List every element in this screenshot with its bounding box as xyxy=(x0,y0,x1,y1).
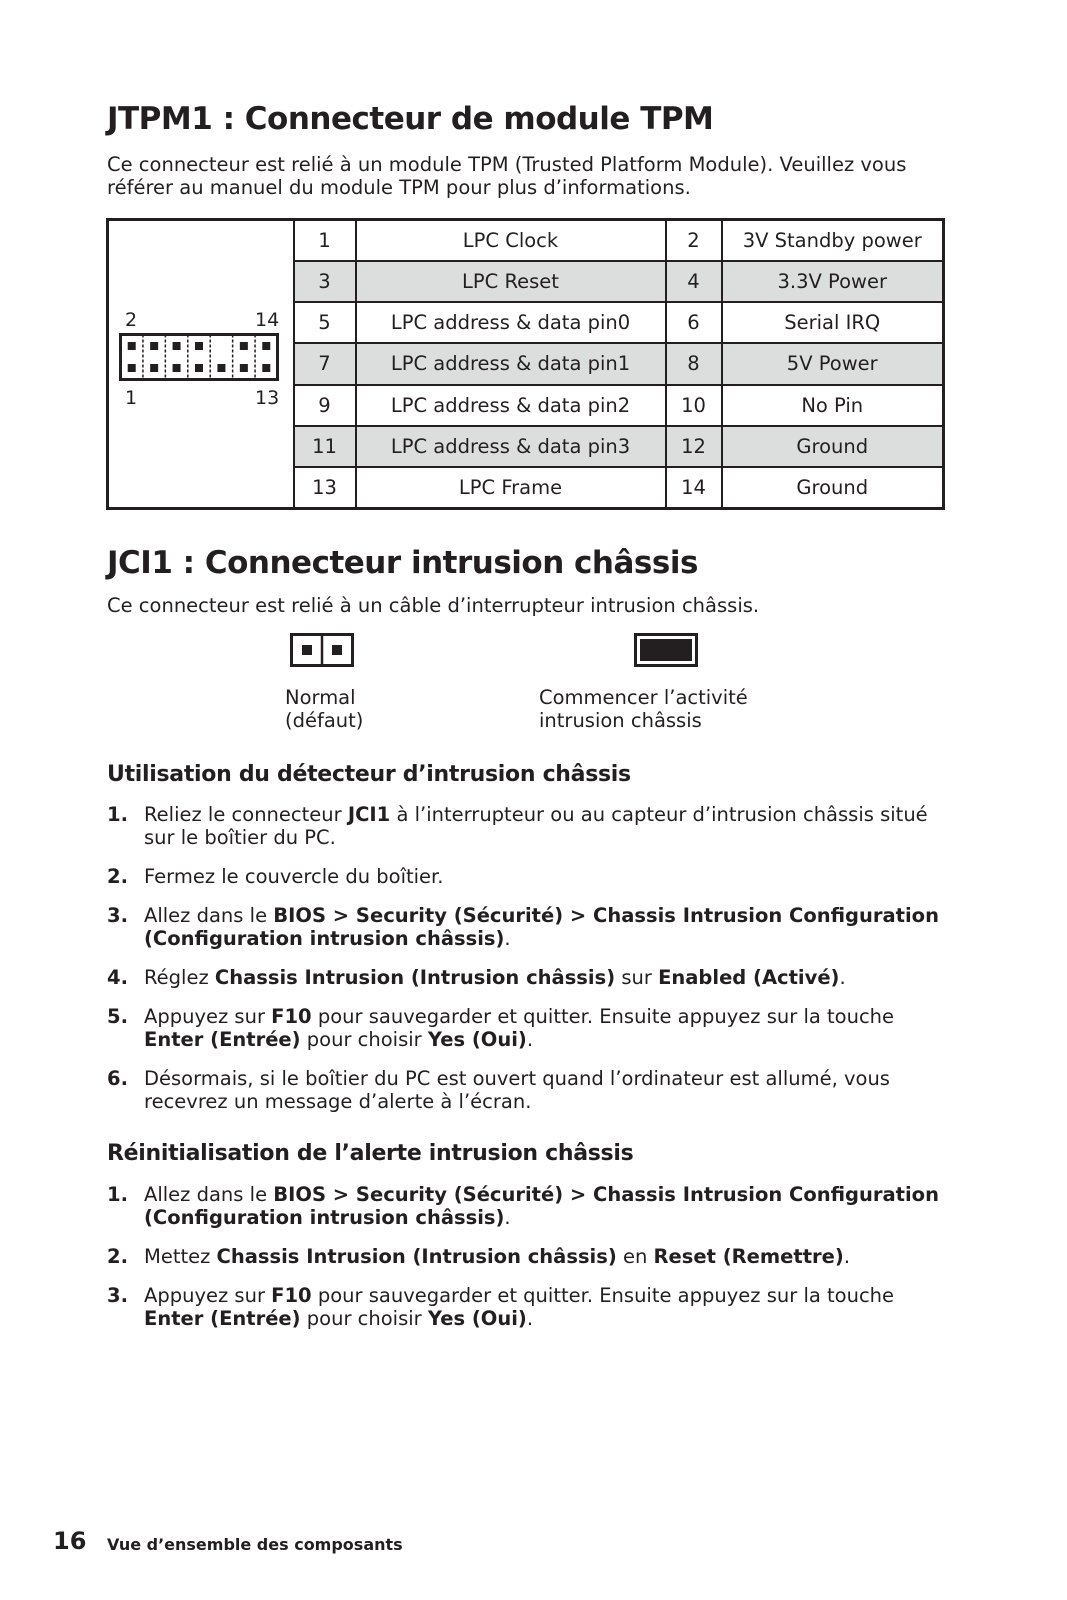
step-number: 6. xyxy=(107,1067,128,1090)
tpm-intro: Ce connecteur est relié à un module TPM (Trusted Platform Module). Veuillez vous référer au manuel du module TPM pour plus d’informations. xyxy=(107,153,907,199)
step-emphasis: Yes (Oui) xyxy=(427,1307,527,1330)
tpm-pin-number: 11 xyxy=(294,426,356,467)
tpm-pin-number: 3 xyxy=(294,261,356,302)
tpm-pin-number: 12 xyxy=(666,426,722,467)
step-item xyxy=(107,1183,947,1229)
tpm-pin-number: 6 xyxy=(666,302,722,343)
pin-dot xyxy=(262,364,270,372)
step-text: Désormais, si le boîtier du PC est ouvert quand l’ordinateur est allumé, vous recevrez un message d’alerte à l’écran. xyxy=(144,1067,890,1113)
pin-dot xyxy=(150,342,158,350)
pin-dot xyxy=(173,364,181,372)
tpm-signal-name: 5V Power xyxy=(722,343,944,384)
tpm-pin-number: 2 xyxy=(666,220,722,261)
step-item xyxy=(107,1005,947,1051)
tpm-pin-number: 14 xyxy=(666,467,722,508)
tpm-pin-number: 7 xyxy=(294,343,356,384)
pin-dot xyxy=(128,342,136,350)
tpm-pin-number: 4 xyxy=(666,261,722,302)
step-number: 3. xyxy=(107,1284,128,1307)
step-emphasis: Chassis Intrusion (Intrusion châssis) xyxy=(214,966,616,989)
step-emphasis: Enter (Entrée) xyxy=(144,1028,301,1051)
pin-dot xyxy=(195,364,203,372)
step-item xyxy=(107,966,947,989)
jci-jumper-closed-icon xyxy=(634,633,698,667)
tpm-pin-number: 13 xyxy=(294,467,356,508)
jci-normal-caption: Normal (défaut) xyxy=(285,686,364,732)
step-text: sur xyxy=(615,966,659,989)
step-item xyxy=(107,1067,947,1113)
step-emphasis: F10 xyxy=(271,1284,312,1307)
tpm-signal-name: LPC address & data pin3 xyxy=(356,426,666,467)
pin-label-bottom-left: 1 xyxy=(125,387,138,409)
step-emphasis: BIOS > Security (Sécurité) > Chassis Intrusion Configuration (Configuration intrusion châssis) xyxy=(144,1183,939,1229)
step-emphasis: Yes (Oui) xyxy=(427,1028,527,1051)
footer-section-title: Vue d’ensemble des composants xyxy=(107,1535,403,1554)
tpm-signal-name: LPC address & data pin2 xyxy=(356,385,666,426)
step-item xyxy=(107,865,947,888)
step-text: . xyxy=(526,1028,534,1051)
step-number: 5. xyxy=(107,1005,128,1028)
step-emphasis: BIOS > Security (Sécurité) > Chassis Intrusion Configuration (Configuration intrusion châssis) xyxy=(144,904,939,950)
step-emphasis: Reset (Remettre) xyxy=(653,1245,844,1268)
pin-dot xyxy=(240,364,248,372)
usage-steps-list xyxy=(107,803,947,1129)
step-number: 1. xyxy=(107,1183,128,1206)
step-text: Appuyez sur xyxy=(144,1005,272,1028)
tpm-pinout-table xyxy=(106,218,945,510)
tpm-signal-name: LPC Clock xyxy=(356,220,666,261)
tpm-signal-name: Ground xyxy=(722,426,944,467)
step-text: Allez dans le xyxy=(144,1183,274,1206)
step-text: . xyxy=(504,927,511,950)
tpm-signal-name: LPC Frame xyxy=(356,467,666,508)
step-text: Reliez le connecteur xyxy=(144,803,348,826)
step-text: . xyxy=(839,966,846,989)
step-text: . xyxy=(843,1245,851,1268)
step-text: pour sauvegarder et quitter. Ensuite appuyez sur la touche xyxy=(311,1284,895,1307)
step-text: Appuyez sur xyxy=(144,1284,272,1307)
pin-dot xyxy=(217,364,225,372)
tpm-pin-number: 8 xyxy=(666,343,722,384)
pin-label-top-right: 14 xyxy=(255,309,280,331)
tpm-pin-number: 10 xyxy=(666,385,722,426)
tpm-pin-number: 5 xyxy=(294,302,356,343)
step-text: pour choisir xyxy=(300,1028,428,1051)
step-text: Mettez xyxy=(144,1245,217,1268)
tpm-signal-name: 3.3V Power xyxy=(722,261,944,302)
step-emphasis: Enabled (Activé) xyxy=(658,966,840,989)
step-emphasis: Enter (Entrée) xyxy=(144,1307,301,1330)
page-number: 16 xyxy=(53,1527,87,1555)
step-text: en xyxy=(616,1245,654,1268)
pin-dot xyxy=(262,342,270,350)
tpm-pin-number: 9 xyxy=(294,385,356,426)
jci-normal-connector-icon xyxy=(290,633,354,667)
pin-dot xyxy=(240,342,248,350)
tpm-title: JTPM1 : Connecteur de module TPM xyxy=(107,101,714,137)
reset-title: Réinitialisation de l’alerte intrusion châssis xyxy=(107,1141,634,1166)
pin-dot xyxy=(150,364,158,372)
step-item xyxy=(107,803,947,849)
tpm-signal-name: No Pin xyxy=(722,385,944,426)
step-number: 1. xyxy=(107,803,128,826)
tpm-header-diagram xyxy=(108,220,294,509)
step-emphasis: F10 xyxy=(271,1005,312,1028)
usage-title: Utilisation du détecteur d’intrusion châssis xyxy=(107,762,631,787)
step-text: . xyxy=(526,1307,534,1330)
step-text: pour sauvegarder et quitter. Ensuite appuyez sur la touche xyxy=(311,1005,895,1028)
jci-title: JCI1 : Connecteur intrusion châssis xyxy=(107,545,698,581)
tpm-signal-name: LPC address & data pin1 xyxy=(356,343,666,384)
tpm-signal-name: 3V Standby power xyxy=(722,220,944,261)
step-item xyxy=(107,904,947,950)
step-emphasis: JCI1 xyxy=(347,803,391,826)
tpm-row xyxy=(108,220,944,261)
tpm-signal-name: Serial IRQ xyxy=(722,302,944,343)
pin-dot xyxy=(195,342,203,350)
step-text: Fermez le couvercle du boîtier. xyxy=(144,865,444,888)
step-number: 2. xyxy=(107,865,128,888)
step-number: 2. xyxy=(107,1245,128,1268)
reset-steps-list xyxy=(107,1183,947,1346)
step-text: Allez dans le xyxy=(144,904,274,927)
step-number: 3. xyxy=(107,904,128,927)
tpm-pin-header-icon xyxy=(119,333,279,381)
jci-trigger-caption: Commencer l’activité intrusion châssis xyxy=(539,686,748,732)
step-text: Réglez xyxy=(144,966,215,989)
step-item xyxy=(107,1284,947,1330)
step-text: . xyxy=(504,1206,511,1229)
step-emphasis: Chassis Intrusion (Intrusion châssis) xyxy=(216,1245,617,1268)
pin-label-bottom-right: 13 xyxy=(255,387,280,409)
step-number: 4. xyxy=(107,966,128,989)
pin-dot xyxy=(173,342,181,350)
pin-dot xyxy=(128,364,136,372)
jci-intro: Ce connecteur est relié à un câble d’interrupteur intrusion châssis. xyxy=(107,594,760,617)
step-text: à l’interrupteur ou au capteur d’intrusion châssis situé sur le boîtier du PC. xyxy=(144,803,928,849)
tpm-signal-name: LPC Reset xyxy=(356,261,666,302)
tpm-pin-number: 1 xyxy=(294,220,356,261)
step-item xyxy=(107,1245,947,1268)
step-text: pour choisir xyxy=(300,1307,428,1330)
tpm-signal-name: LPC address & data pin0 xyxy=(356,302,666,343)
pin-label-top-left: 2 xyxy=(125,309,138,331)
tpm-signal-name: Ground xyxy=(722,467,944,508)
